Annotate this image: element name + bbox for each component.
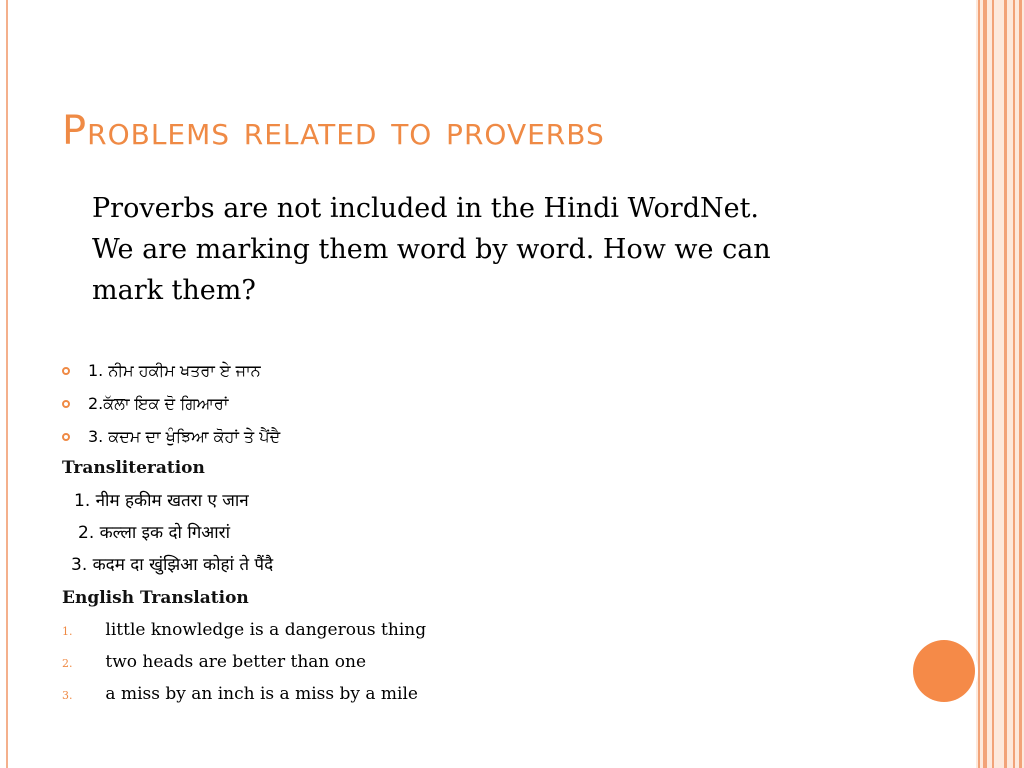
english-heading: English Translation (62, 588, 249, 608)
intro-text (92, 188, 922, 311)
gurmukhi-list (62, 354, 280, 453)
decorative-circle-icon (913, 640, 975, 702)
translation-text: two heads are better than one (105, 652, 367, 672)
list-item: 3. कदम दा खुंझिआ कोहां ते पैंदै (71, 555, 274, 575)
list-item: 2. कल्ला इक दो गिआरां (78, 523, 231, 543)
gurmukhi-text: 1. ਨੀਮ ਹਕੀਮ ਖਤਰਾ ਏ ਜਾਨ (88, 360, 261, 380)
list-item (62, 387, 280, 420)
list-number: 3. (62, 689, 73, 702)
list-number: 2. (62, 657, 73, 670)
stripe (1004, 0, 1007, 768)
frame-left-line (6, 0, 8, 768)
bullet-circle-icon (62, 367, 70, 375)
list-item (62, 684, 418, 704)
transliteration-heading: Transliteration (62, 458, 205, 478)
intro-line: Proverbs are not included in the Hindi WordNet. (92, 193, 760, 224)
translation-text: little knowledge is a dangerous thing (105, 620, 427, 640)
list-item (62, 354, 280, 387)
list-item (62, 620, 426, 640)
list-number: 1. (62, 625, 73, 638)
stripe (978, 0, 980, 768)
slide-title: Problems related to proverbs (62, 108, 605, 154)
translation-text: a miss by an inch is a miss by a mile (105, 684, 418, 704)
intro-line: mark them? (92, 275, 256, 306)
intro-line: We are marking them word by word. How we can (92, 234, 771, 265)
stripe (992, 0, 994, 768)
stripe (1019, 0, 1022, 768)
list-item (62, 652, 366, 672)
stripe (983, 0, 987, 768)
gurmukhi-text: 3. ਕਦਮ ਦਾ ਖੁੰਝਿਆ ਕੋਹਾਂ ਤੇ ਪੈਂਦੈ (88, 426, 281, 446)
bullet-circle-icon (62, 400, 70, 408)
bullet-circle-icon (62, 433, 70, 441)
list-item (62, 420, 280, 453)
stripe (1013, 0, 1015, 768)
list-item: 1. नीम हकीम खतरा ए जान (74, 491, 249, 511)
gurmukhi-text: 2.ਕੱਲਾ ਇਕ ਦੋ ਗਿਆਰਾਂ (88, 393, 229, 413)
